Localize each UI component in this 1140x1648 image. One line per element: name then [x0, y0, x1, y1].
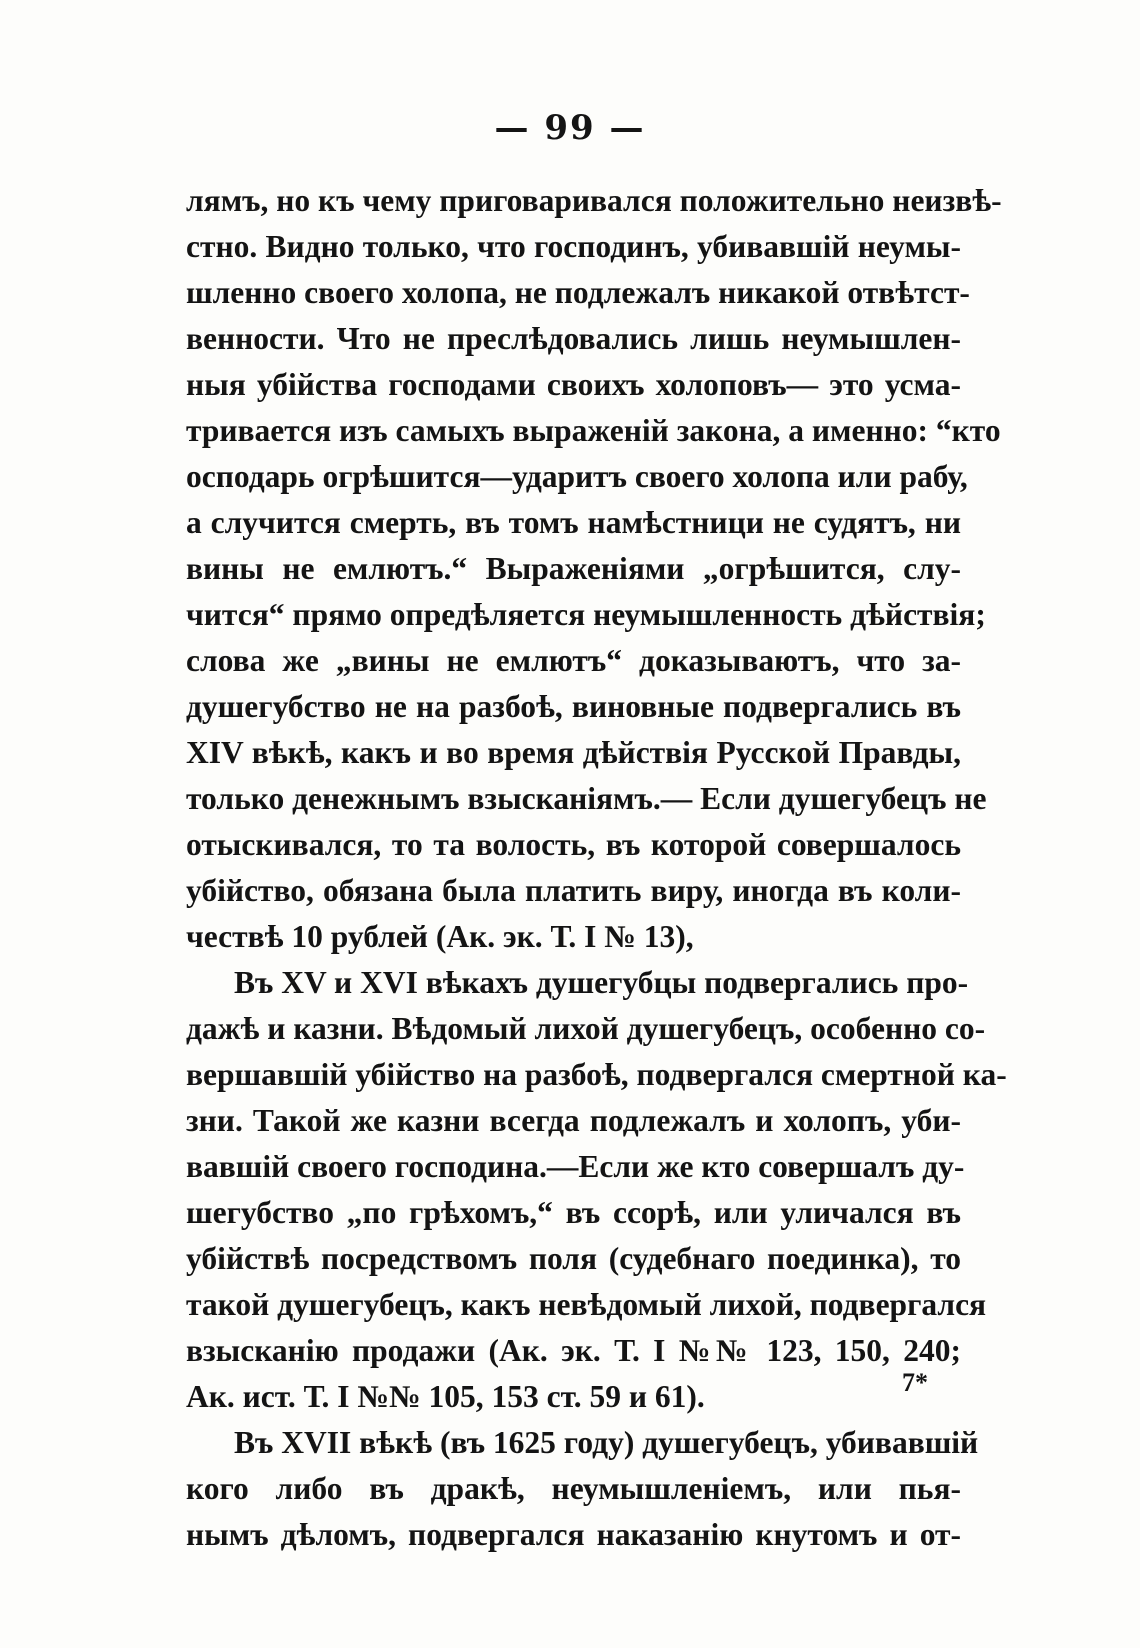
text-line: XIV вѣкѣ, какъ и во время дѣйствія Русской Правды,	[186, 735, 961, 770]
text-line: Въ XVII вѣкѣ (въ 1625 году) душегубецъ, убивавшій	[234, 1425, 979, 1460]
paragraph-3	[186, 1420, 979, 1558]
text-line: только денежнымъ взысканіямъ.— Если душегубецъ не	[186, 781, 987, 816]
text-line: взысканію продажи (Ак. эк. Т. I №№ 123, 150, 240;	[186, 1333, 961, 1368]
text-line: шегубство „по грѣхомъ,“ въ ссорѣ, или уличался въ	[186, 1195, 961, 1230]
text-line: вершавшій убійство на разбоѣ, подвергался смертной ка-	[186, 1057, 1007, 1092]
signature-mark: 7*	[902, 1368, 928, 1397]
body-text	[186, 178, 1007, 1558]
text-line: отыскивался, то та волость, въ которой совершалось	[186, 827, 961, 862]
text-line: ныя убійства господами своихъ холоповъ— это усма-	[186, 367, 961, 402]
text-line: зни. Такой же казни всегда подлежалъ и холопъ, уби-	[186, 1103, 961, 1138]
text-line: шленно своего холопа, не подлежалъ никакой отвѣтст-	[186, 275, 970, 310]
text-line: чится“ прямо опредѣляется неумышленность дѣйствія;	[186, 597, 986, 632]
text-line: убійствѣ посредствомъ поля (судебнаго поединка), то	[186, 1241, 961, 1276]
text-line: слова же „вины не емлютъ“ доказываютъ, что за-	[186, 643, 961, 678]
text-line: венности. Что не преслѣдовались лишь неумышлен-	[186, 321, 961, 356]
text-line: Въ XV и XVI вѣкахъ душегубцы подвергались про-	[234, 965, 969, 1000]
text-line: кого либо въ дракѣ, неумышленіемъ, или пья-	[186, 1471, 961, 1506]
paragraph-1	[186, 178, 1002, 960]
text-line: душегубство не на разбоѣ, виновные подвергались въ	[186, 689, 961, 724]
text-line: тривается изъ самыхъ выраженій закона, а именно: “кто	[186, 413, 1001, 448]
page-number: — 99 —	[494, 108, 646, 148]
text-line: Ак. ист. Т. I №№ 105, 153 ст. 59 и 61).	[186, 1379, 705, 1414]
text-line: осподарь огрѣшится—ударитъ своего холопа или рабу,	[186, 459, 968, 494]
text-line: нымъ дѣломъ, подвергался наказанію кнутомъ и от-	[186, 1517, 961, 1552]
text-line: убійство, обязана была платить виру, иногда въ коли-	[186, 873, 961, 908]
paragraph-2	[186, 960, 1007, 1420]
text-line: чествѣ 10 рублей (Ак. эк. Т. I № 13),	[186, 919, 694, 954]
text-line: стно. Видно только, что господинъ, убивавшій неумы-	[186, 229, 961, 264]
text-line: вины не емлютъ.“ Выраженіями „огрѣшится, слу-	[186, 551, 961, 586]
text-line: дажѣ и казни. Вѣдомый лихой душегубецъ, особенно со-	[186, 1011, 986, 1046]
text-line: а случится смерть, въ томъ намѣстници не судятъ, ни	[186, 505, 961, 540]
text-line: лямъ, но къ чему приговаривался положительно неизвѣ-	[186, 183, 1002, 218]
text-line: вавшій своего господина.—Если же кто совершалъ ду-	[186, 1149, 965, 1184]
text-line: такой душегубецъ, какъ невѣдомый лихой, подвергался	[186, 1287, 987, 1322]
